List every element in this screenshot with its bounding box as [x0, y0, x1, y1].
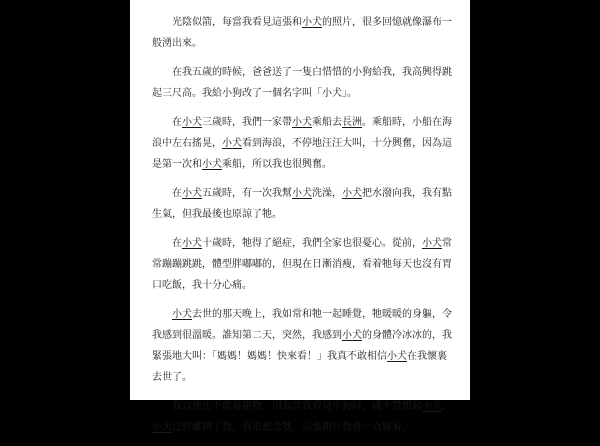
paragraph-text: 的照片，很多回憶就像瀑布一般湧出來。: [152, 17, 452, 49]
proper-noun-underlined: 小犬: [182, 238, 202, 249]
document-page: [130, 0, 470, 433]
paragraph-text: 看到海浪，不停地汪汪大叫，十分興奮，因為這是第一次和: [152, 138, 452, 170]
proper-noun-underlined: 小犬: [387, 351, 407, 362]
paragraph-text: 。乘船時，小船在海浪中左右搖晃，: [152, 117, 452, 149]
paragraph-text: 常常蹦蹦跳跳，體型胖嘟嘟的，但現在日漸消瘦，看着牠每天也沒有胃口吃飯，我十分心痛。: [152, 238, 452, 291]
paragraph: [152, 304, 452, 388]
paragraph-text: 乘船去: [312, 117, 342, 128]
proper-noun-underlined: 小犬: [152, 422, 172, 433]
proper-noun-underlined: 小犬: [182, 117, 202, 128]
paragraph: [152, 233, 452, 296]
proper-noun-underlined: 小犬: [222, 138, 242, 149]
proper-noun-underlined: 長洲: [342, 117, 362, 128]
paragraph: [152, 112, 452, 175]
proper-noun-underlined: 小犬: [182, 188, 202, 199]
paragraph-text: 的身體冷冰冰的，我緊張地大叫：「媽媽！媽媽！快來看！」我真不敢相信: [152, 330, 452, 362]
proper-noun-underlined: 小犬: [422, 401, 442, 412]
paragraph-text: 在我五歲的時候，爸爸送了一隻白惜惜的小狗給我，我高興得跳起三尺高。我給小狗改了一個名字叫「小犬」。: [152, 67, 452, 99]
paragraph-text: 我以後也不敢養寵物，因為當我看見小狗時，就不禁想起: [172, 401, 422, 412]
paragraph: [152, 12, 452, 54]
paragraph: [152, 396, 452, 438]
paragraph-text: 光陰似箭，每當我看見這張和: [172, 17, 302, 28]
paragraph: [152, 62, 452, 104]
proper-noun-underlined: 小犬: [342, 188, 362, 199]
paragraph-text: 乘船，所以我也很興奮。: [222, 159, 332, 170]
paragraph-text: 三歲時，我們一家帶: [202, 117, 292, 128]
paragraph-text: 在: [172, 238, 182, 249]
paragraph-text: 十歲時，牠得了絕症，我們全家也很憂心。從前，: [202, 238, 422, 249]
proper-noun-underlined: 小犬: [292, 188, 312, 199]
paragraph-text: 五歲時，有一次我幫: [202, 188, 292, 199]
paragraph: [152, 183, 452, 225]
paragraph-text: 把水潑向我，我有點生氣，但我最後也原諒了牠。: [152, 188, 452, 220]
article-body: [152, 12, 452, 446]
paragraph-text: 在我懷裏去世了。: [152, 351, 447, 383]
proper-noun-underlined: 小犬: [202, 159, 222, 170]
paragraph-text: 在: [172, 117, 182, 128]
proper-noun-underlined: 小犬: [342, 330, 362, 341]
proper-noun-underlined: 小犬: [172, 309, 192, 320]
proper-noun-underlined: 小犬: [422, 238, 442, 249]
proper-noun-underlined: 小犬: [292, 117, 312, 128]
paragraph-text: 已經離開了我，我很想念牠，這張相片我會一直留着。: [172, 422, 412, 433]
paragraph-text: ，: [442, 401, 452, 412]
paragraph-text: 洗澡，: [312, 188, 342, 199]
proper-noun-underlined: 小犬: [302, 17, 322, 28]
paragraph-text: 在: [172, 188, 182, 199]
paragraph-text: 去世的那天晚上，我如常和牠一起睡覺，牠暖暖的身軀，令我感到很溫暖。誰知第二天，突然，我感到: [152, 309, 452, 341]
